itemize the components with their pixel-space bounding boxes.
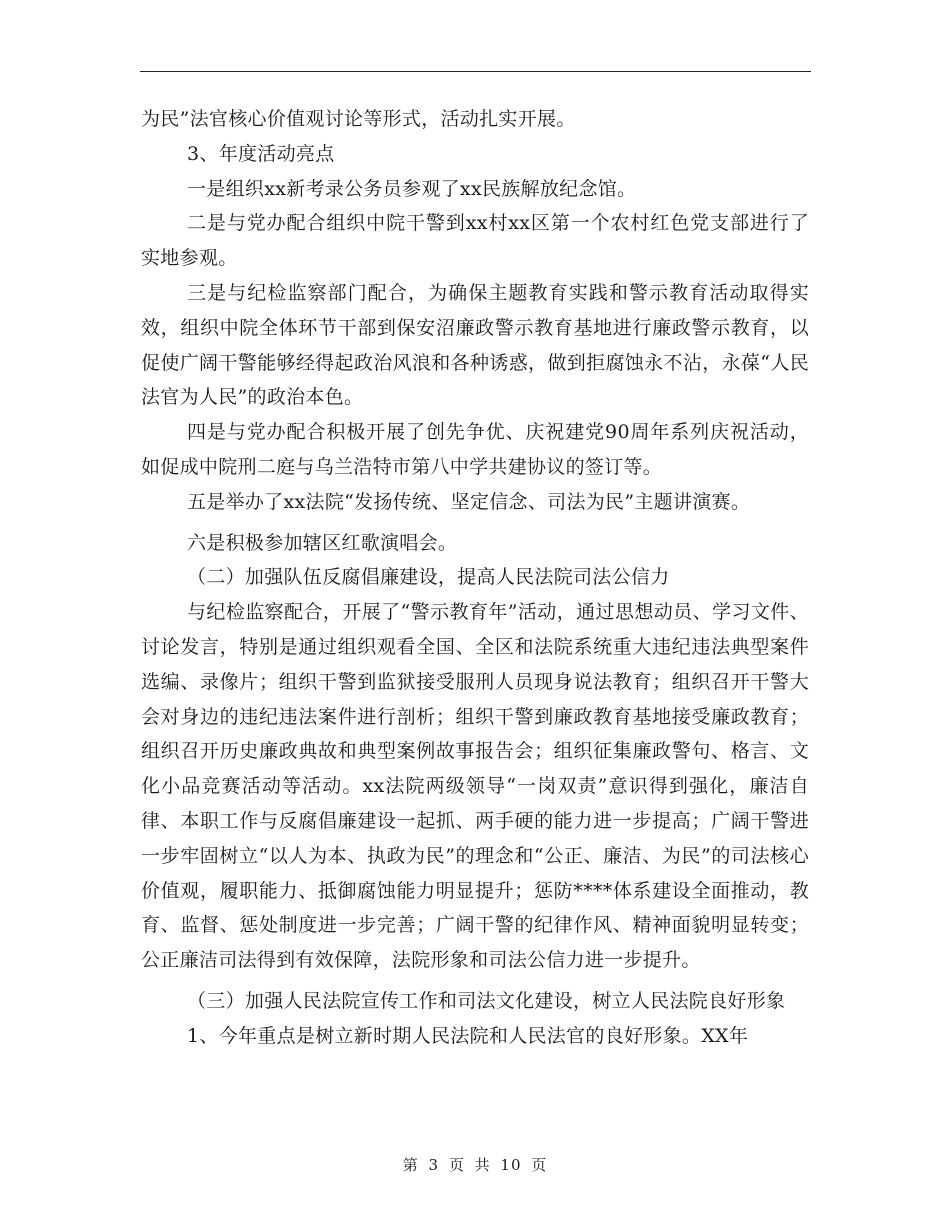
paragraph: 六是积极参加辖区红歌演唱会。: [187, 531, 458, 554]
paragraph: 三是与纪检监察部门配合，为确保主题教育实践和警示教育活动取得实效，组织中院全体环节干部到保安沼廉政警示教育基地进行廉政警示教育，以促使广阔干警能够经得起政治风浪和各种诱惑，做到拒腐蚀永不沾，永葆“人民法官为人民”的政治本色。: [141, 281, 809, 409]
footer-label-ye: 页: [448, 1156, 465, 1174]
paragraph: 五是举办了xx法院“发扬传统、坚定信念、司法为民”主题讲演赛。: [187, 490, 751, 513]
footer-label-gong: 共: [474, 1156, 491, 1174]
paragraph: （二）加强队伍反腐倡廉建设，提高人民法院司法公信力: [187, 566, 670, 589]
paragraph: 1、今年重点是树立新时期人民法院和人民法官的良好形象。XX年: [187, 1024, 749, 1047]
paragraph: 四是与党办配合积极开展了创先争优、庆祝建党90周年系列庆祝活动，如促成中院刑二庭与乌兰浩特市第八中学共建协议的签订等。: [141, 421, 809, 478]
document-body: [141, 102, 809, 1054]
footer-label-di: 第: [402, 1156, 419, 1174]
paragraph: 3、年度活动亮点: [187, 142, 335, 165]
footer-label-ye-2: 页: [531, 1156, 548, 1174]
paragraph: 与纪检监察配合，开展了“警示教育年”活动，通过思想动员、学习文件、讨论发言，特别是通过组织观看全国、全区和法院系统重大违纪违法典型案件选编、录像片；组织干警到监狱接受服刑人员现身说法教育；组织召开干警大会对身边的违纪违法案件进行剖析；组织干警到廉政教育基地接受廉政教育；组织召开历史廉政典故和典型案例故事报告会；组织征集廉政警句、格言、文化小品竞赛活动等活动。xx法院两级领导“一岗双责”意识得到强化，廉洁自律、本职工作与反腐倡廉建设一起抓、两手硬的能力进一步提高；广阔干警进一步牢固树立“以人为本、执政为民”的理念和“公正、廉洁、为民”的司法核心价值观，履职能力、抵御腐蚀能力明显提升；惩防****体系建设全面推动，教育、监督、惩处制度进一步完善；广阔干警的纪律作风、精神面貌明显转变；公正廉洁司法得到有效保障，法院形象和司法公信力进一步提升。: [141, 601, 809, 972]
page-footer: [0, 1154, 950, 1175]
footer-current-page: 3: [428, 1156, 440, 1174]
paragraph: 为民”法官核心价值观讨论等形式，活动扎实开展。: [141, 108, 576, 130]
paragraph: 二是与党办配合组织中院干警到xx村xx区第一个农村红色党支部进行了实地参观。: [141, 212, 809, 270]
footer-total-pages: 10: [500, 1156, 522, 1174]
header-rule: [140, 71, 811, 72]
paragraph: 一是组织xx新考录公务员参观了xx民族解放纪念馆。: [187, 177, 637, 200]
paragraph: （三）加强人民法院宣传工作和司法文化建设，树立人民法院良好形象: [187, 989, 786, 1012]
